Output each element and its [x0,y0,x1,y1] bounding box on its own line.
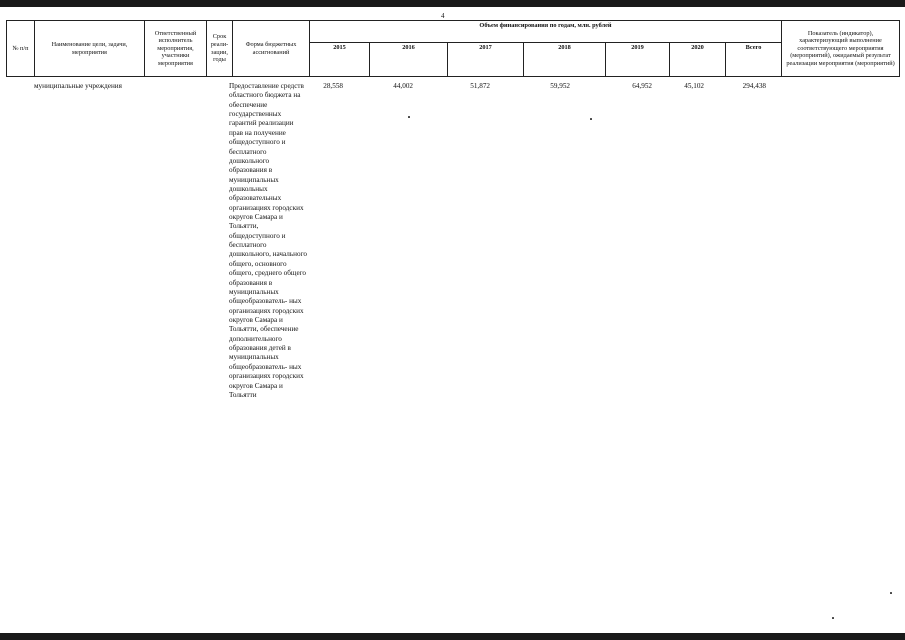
year-header: 2020 [670,43,726,77]
year-header: 2019 [606,43,670,77]
col-name-header: Наименование цели, задачи, мероприятия [35,21,145,77]
value-2018: 59,952 [550,82,570,90]
value-2019: 64,952 [632,82,652,90]
col-indicator-header: Показатель (индикатор), характеризующий выполнение соответствующего мероприятия (мероприятий), ожидаемый результат реализации мероприятия (мероприятий) [782,21,900,77]
value-2020: 45,102 [684,82,704,90]
year-header: 2015 [310,43,370,77]
row-name-cell: муниципальные учреждения [34,82,122,90]
col-term-header: Срок реали- зации, годы [207,21,233,77]
scan-speck [832,617,834,619]
table-header [6,20,900,77]
value-2016: 44,002 [393,82,413,90]
year-header: 2016 [370,43,448,77]
col-executor-header: Ответственный исполнитель мероприятия, участники мероприятия [145,21,207,77]
row-form-cell: Предоставление средств областного бюджета на обеспечение государственных гарантий реализации прав на получение общедоступного и бесплатного дошкольного образования в муниципальных дошкольных образовательных организациях городских округов Самара и Тольятти, общедоступного и бесплатного дошкольного, начального общего, основного общего, среднего общего образования в муниципальных общеобразователь- ных организациях городских округов Самара и Тольятти, обеспечение дополнительного образования детей в муниципальных общеобразователь- ных организациях городских округов Самара и Тольятти [229,82,307,399]
scan-speck [408,116,410,118]
col-number-header: № п/п [7,21,35,77]
bottom-scan-edge [0,633,905,640]
col-form-header: Форма бюджетных ассигнований [233,21,310,77]
year-header: 2017 [448,43,524,77]
top-scan-edge [0,0,905,7]
year-header: 2018 [524,43,606,77]
value-total: 294,438 [742,82,766,90]
scan-speck [890,592,892,594]
scan-speck [590,118,592,120]
value-2015: 28,558 [323,82,343,90]
col-volume-header: Объем финансирования по годам, млн. рублей [310,21,782,43]
page-number: 4 [441,12,445,20]
total-header: Всего [726,43,782,77]
value-2017: 51,872 [470,82,490,90]
